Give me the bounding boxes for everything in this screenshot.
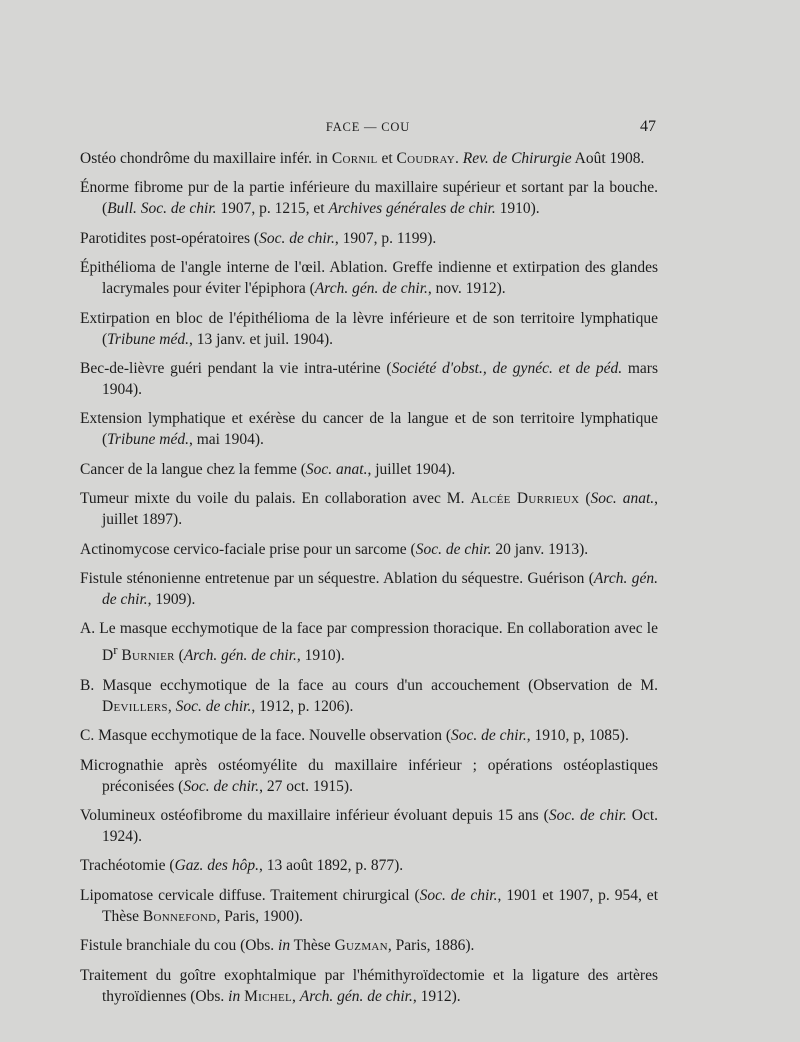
entry-text: , 27 oct. 1915). [259,777,353,795]
entry-text: Traitement du goître exophtalmique par l'hémithyroïdectomie et la ligature des artères thyroïdiennes (Obs. [80,966,658,1005]
author-name: Devillers [102,697,168,715]
bibliography-entry [80,725,658,746]
entry-text: et [377,150,397,167]
entry-text: ( [174,647,184,665]
bibliography-entry [80,935,658,956]
citation-source: Soc. anat. [590,490,655,508]
entry-text: Extension lymphatique et exérèse du cancer de la langue et de son territoire lymphatique ( [80,410,658,449]
entry-text: Parotidites post-opératoires ( [80,229,260,247]
bibliography-entry [80,228,658,249]
entry-text: A. Le masque ecchymotique de la face par compression thoracique. En collaboration avec le D [80,620,658,665]
entry-text: Lipomatose cervicale diffuse. Traitement chirurgical ( [80,886,420,904]
citation-source: Bull. Soc. de chir. [107,200,217,218]
entry-text: , mai 1904). [188,431,264,449]
author-name: Guzman [334,937,388,955]
page-number: 47 [640,118,656,135]
entry-text: , juillet 1904). [367,460,456,478]
title-superscript: r [113,642,118,658]
bibliography-entry [80,148,658,169]
bibliography-entry [80,539,658,560]
entry-text: , [167,697,176,715]
entry-text: Tumeur mixte du voile du palais. En collaboration avec M. [80,490,471,508]
entry-text: , 1910, p, 1085). [526,727,629,745]
citation-source: Soc. de chir. [183,777,260,795]
entry-text: 20 janv. 1913). [491,540,589,558]
author-name: Michel [244,987,293,1005]
entry-text: , 1909). [147,590,196,608]
entry-text: , Paris, 1886). [387,937,475,955]
citation-source: Soc. anat. [305,460,368,478]
entry-text: Fistule branchiale du cou (Obs. [80,937,279,955]
author-name: Alcée Durrieux [470,490,580,508]
entry-text: Actinomycose cervico-faciale prise pour un sarcome ( [80,540,416,558]
bibliography-entry [80,308,658,350]
entry-text: Épithélioma de l'angle interne de l'œil. Ablation. Greffe indienne et extirpation des glandes lacrymales pour éviter l'épiphora ( [80,259,658,298]
entry-text: B. Masque ecchymotique de la face au cours d'un accouchement (Observation de M. [80,676,658,694]
author-name: Cornil [331,150,378,167]
bibliography-entry [80,408,658,450]
entry-text: , 1907, p. 1199). [334,229,437,247]
entry-text: Énorme fibrome pur de la partie inférieure du maxillaire supérieur et sortant par la bouche. ( [80,179,658,218]
entry-text: , [292,987,300,1005]
bibliography-entry [80,257,658,299]
bibliography-list [80,148,658,1015]
entry-text: , 1901 et 1907, p. 954, et Thèse [102,886,658,925]
bibliography-entry [80,618,658,666]
entry-text: Août 1908. [571,150,645,167]
citation-source: Archives générales de chir. [328,200,496,218]
entry-text: , 1912). [412,987,461,1005]
bibliography-entry [80,965,658,1007]
bibliography-entry [80,459,658,480]
bibliography-entry [80,675,658,717]
author-name: Coudray [396,150,455,167]
entry-text: Ostéo chondrôme du maxillaire infér. in [80,150,332,167]
citation-source: in [278,937,291,955]
entry-text: mars 1904). [102,359,658,398]
entry-text: Extirpation en bloc de l'épithélioma de la lèvre inférieure et de son territoire lymphatique ( [80,309,658,348]
citation-source: Rev. de Chirurgie [462,150,572,167]
entry-text: Bec-de-lièvre guéri pendant la vie intra-utérine ( [80,359,392,377]
bibliography-entry [80,855,658,876]
author-name: Burnier [121,647,175,665]
running-title: FACE — COU [325,120,411,134]
citation-source: Arch. gén. de chir. [102,569,658,608]
citation-source: Tribune méd. [107,431,189,449]
entry-text: Trachéotomie ( [80,857,175,875]
entry-text: Oct. 1924). [102,807,659,846]
entry-text: , Paris, 1900). [216,907,303,925]
citation-source: Soc. de chir. [451,727,527,745]
citation-source: in [228,987,241,1005]
citation-source: Arch. gén. de chir. [314,280,428,298]
bibliography-entry [80,568,658,610]
entry-text: , 13 août 1892, p. 877). [258,857,404,875]
entry-text: , 1910). [296,647,345,665]
bibliography-entry [80,358,658,400]
entry-text: Volumineux ostéofibrome du maxillaire inférieur évoluant depuis 15 ans ( [80,807,549,825]
citation-source: Arch. gén. de chir. [299,987,413,1005]
bibliography-entry [80,755,658,797]
citation-source: Soc. de chir. [259,229,335,247]
entry-text: ( [579,490,591,508]
entry-text: , nov. 1912). [427,280,506,298]
entry-text: C. Masque ecchymotique de la face. Nouvelle observation ( [80,727,452,745]
bibliography-entry [80,805,658,847]
entry-text: , 13 janv. et juil. 1904). [188,330,334,348]
citation-source: Tribune méd. [107,330,189,348]
bibliography-entry [80,885,658,927]
citation-source: Soc. de chir. [419,886,498,904]
citation-source: Soc. de chir. [548,807,627,825]
citation-source: Arch. gén. de chir. [183,647,297,665]
entry-text: , 1912, p. 1206). [251,697,354,715]
bibliography-entry [80,177,658,219]
entry-text: Cancer de la langue chez la femme ( [80,460,306,478]
citation-source: Soc. de chir. [175,697,252,715]
citation-source: Soc. de chir. [415,540,492,558]
citation-source: Société d'obst., de gynéc. et de péd. [391,359,623,377]
entry-text: Fistule sténonienne entretenue par un séquestre. Ablation du séquestre. Guérison ( [80,569,594,587]
bibliography-entry [80,488,658,530]
entry-text: , juillet 1897). [102,490,658,529]
entry-text: 1910). [495,200,540,218]
entry-text: Thèse [290,937,335,955]
page-header [80,118,656,138]
entry-text: 1907, p. 1215, et [216,200,329,218]
entry-text: Micrognathie après ostéomyélite du maxillaire inférieur ; opérations ostéoplastiques préconisées ( [80,756,658,795]
entry-text: . [455,150,463,167]
citation-source: Gaz. des hôp. [174,857,259,875]
author-name: Bonnefond [142,907,217,925]
